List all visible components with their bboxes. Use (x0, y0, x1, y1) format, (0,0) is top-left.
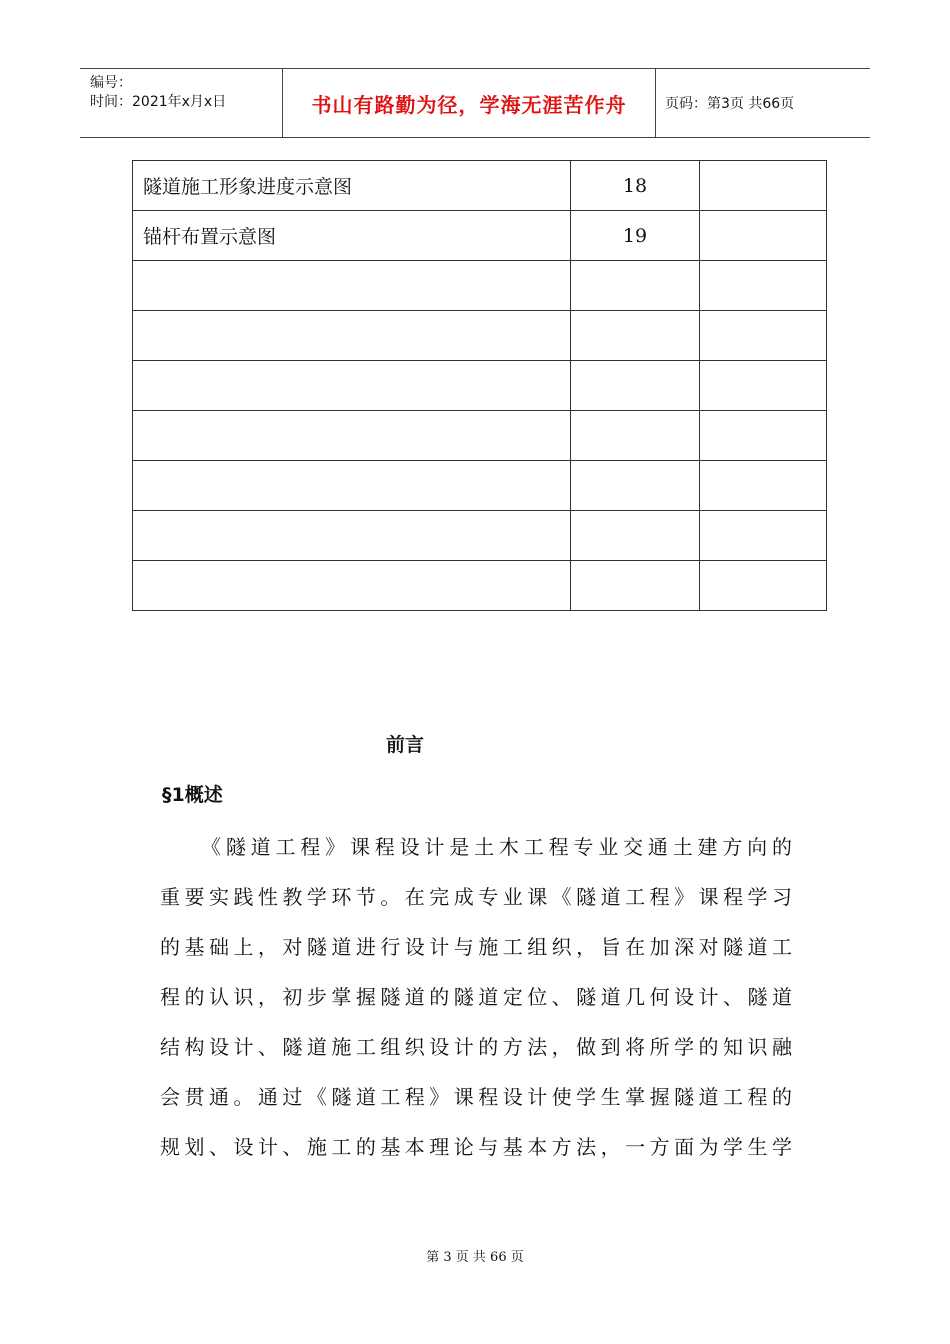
header-number-label: 编号： (90, 75, 132, 91)
table-row (133, 561, 827, 611)
table-row (133, 361, 827, 411)
paragraph-line: 《隧道工程》课程设计是土木工程专业交通土建方向的 (201, 835, 792, 859)
toc-title-cell (133, 361, 571, 411)
toc-table (132, 160, 827, 611)
page-header (80, 68, 870, 138)
toc-note-cell (700, 211, 827, 261)
preface-heading: 前言 (385, 734, 424, 756)
toc-page-cell (571, 511, 700, 561)
section-title: §1概述 (162, 784, 223, 806)
body-paragraph (160, 828, 792, 1178)
toc-page-cell (571, 411, 700, 461)
toc-title-cell (133, 561, 571, 611)
table-row (133, 311, 827, 361)
toc-note-cell (700, 411, 827, 461)
toc-note-cell (700, 511, 827, 561)
paragraph-line: 的基础上，对隧道进行设计与施工组织，旨在加深对隧道工 (160, 935, 792, 959)
table-row (133, 211, 827, 261)
header-time-label: 时间：2021年x月x日 (90, 94, 227, 110)
table-row (133, 511, 827, 561)
toc-title-cell (133, 461, 571, 511)
toc-title-cell (133, 411, 571, 461)
toc-note-cell (700, 261, 827, 311)
paragraph-line: 重要实践性教学环节。在完成专业课《隧道工程》课程学习 (160, 885, 792, 909)
toc-page-cell: 19 (571, 211, 700, 261)
toc-page-cell (571, 561, 700, 611)
header-page-info: 页码：第3页 共66页 (665, 96, 795, 112)
page-footer: 第 3 页 共 66 页 (426, 1250, 524, 1265)
toc-note-cell (700, 461, 827, 511)
table-row (133, 461, 827, 511)
toc-note-cell (700, 561, 827, 611)
toc-note-cell (700, 361, 827, 411)
toc-note-cell (700, 161, 827, 211)
toc-title-cell (133, 311, 571, 361)
paragraph-line: 结构设计、隧道施工组织设计的方法，做到将所学的知识融 (160, 1035, 792, 1059)
toc-page-cell (571, 261, 700, 311)
toc-page-cell: 18 (571, 161, 700, 211)
toc-page-cell (571, 461, 700, 511)
paragraph-line: 规划、设计、施工的基本理论与基本方法，一方面为学生学 (160, 1135, 792, 1159)
toc-title-cell: 锚杆布置示意图 (133, 211, 571, 261)
table-row (133, 161, 827, 211)
paragraph-line: 程的认识，初步掌握隧道的隧道定位、隧道几何设计、隧道 (160, 985, 792, 1009)
toc-title-cell (133, 511, 571, 561)
header-motto: 书山有路勤为径，学海无涯苦作舟 (282, 69, 656, 137)
toc-page-cell (571, 361, 700, 411)
table-row (133, 261, 827, 311)
table-row (133, 411, 827, 461)
toc-page-cell (571, 311, 700, 361)
paragraph-line: 会贯通。通过《隧道工程》课程设计使学生掌握隧道工程的 (160, 1085, 792, 1109)
toc-note-cell (700, 311, 827, 361)
toc-title-cell: 隧道施工形象进度示意图 (133, 161, 571, 211)
toc-title-cell (133, 261, 571, 311)
header-meta (80, 69, 282, 137)
